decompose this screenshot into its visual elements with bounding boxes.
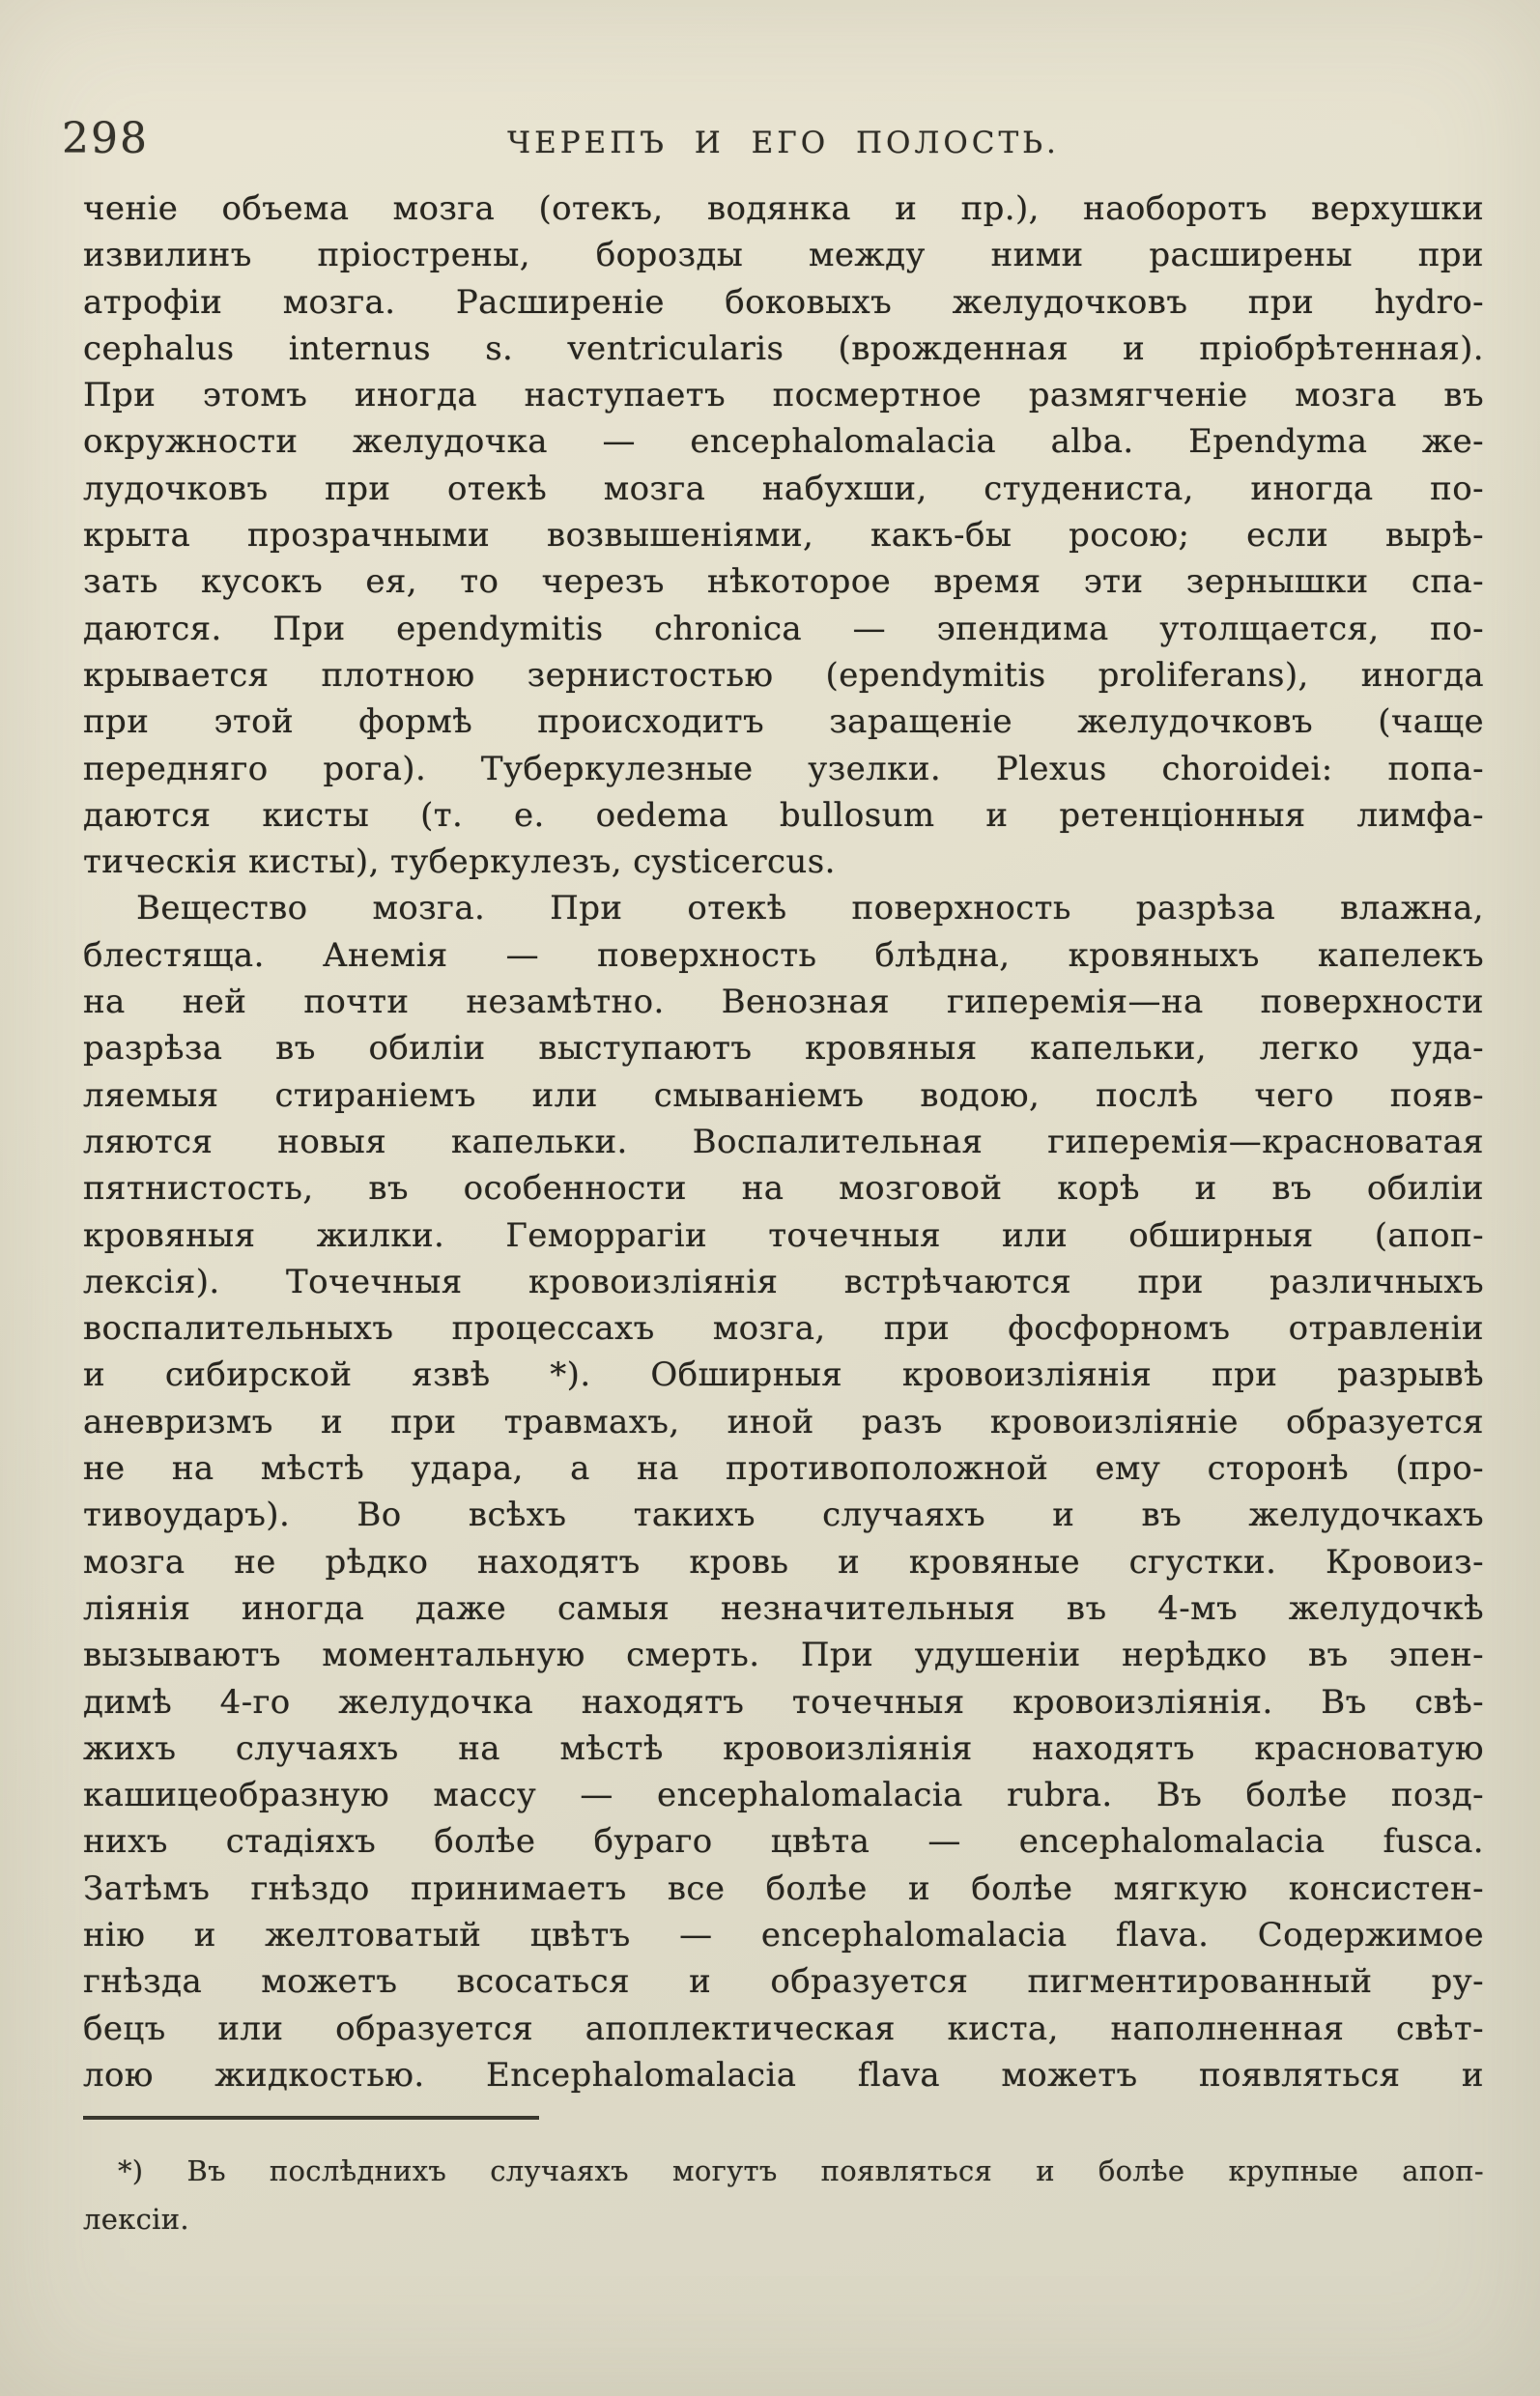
text-line: извилинъ пріострены, борозды между ними расширены при [83, 236, 1484, 275]
text-line: пятнистость, въ особенности на мозговой корѣ и въ обиліи [83, 1169, 1484, 1209]
text-line: лою жидкостью. Encephalomalacia flava можетъ появляться и [83, 2055, 1484, 2095]
footnote-separator-rule [83, 2116, 539, 2120]
text-line: атрофіи мозга. Расширеніе боковыхъ желудочковъ при hydro- [83, 282, 1484, 322]
text-line: на ней почти незамѣтно. Венозная гиперемія—на поверхности [83, 983, 1484, 1022]
text-line: воспалительныхъ процессахъ мозга, при фосфорномъ отравленіи [83, 1309, 1484, 1349]
text-line: вызываютъ моментальную смерть. При удушеніи нерѣдко въ эпен- [83, 1636, 1484, 1675]
text-line: нихъ стадіяхъ болѣе бураго цвѣта — encephalomalacia fusca. [83, 1822, 1484, 1862]
text-line: кровяныя жилки. Геморрагіи точечныя или обширныя (апоп- [83, 1215, 1484, 1255]
text-line: ляются новыя капельки. Воспалительная гиперемія—красноватая [83, 1122, 1484, 1161]
text-line: гнѣзда можетъ всосаться и образуется пигментированный ру- [83, 1962, 1484, 2002]
text-line: тивоударъ). Во всѣхъ такихъ случаяхъ и въ желудочкахъ [83, 1496, 1484, 1535]
text-line: нію и желтоватый цвѣтъ — encephalomalacia flava. Содержимое [83, 1915, 1484, 1954]
text-line: димѣ 4-го желудочка находятъ точечныя кровоизліянія. Въ свѣ- [83, 1682, 1484, 1722]
text-line: cephalus internus s. ventricularis (врожденная и пріобрѣтенная). [83, 328, 1484, 368]
text-line: Затѣмъ гнѣздо принимаетъ все болѣе и болѣе мягкую консистен- [83, 1868, 1484, 1908]
text-line: ченіе объема мозга (отекъ, водянка и пр.), наоборотъ верхушки [83, 189, 1484, 228]
text-line: окружности желудочка — encephalomalacia alba. Ependyma же- [83, 422, 1484, 462]
text-line: лексія). Точечныя кровоизліянія встрѣчаются при различныхъ [83, 1262, 1484, 1301]
text-line: мозга не рѣдко находятъ кровь и кровяные сгустки. Кровоиз- [83, 1542, 1484, 1582]
footnote [83, 2147, 1484, 2243]
text-line: и сибирской язвѣ *). Обширныя кровоизліянія при разрывѣ [83, 1355, 1484, 1395]
text-line: ляемыя стираніемъ или смываніемъ водою, послѣ чего появ- [83, 1075, 1484, 1115]
text-line: кашицеобразную массу — encephalomalacia rubra. Въ болѣе позд- [83, 1776, 1484, 1815]
text-line: при этой формѣ происходитъ заращеніе желудочковъ (чаще [83, 702, 1484, 742]
text-line: даются кисты (т. е. oedema bullosum и ретенціонныя лимфа- [83, 795, 1484, 835]
text-line: блестяща. Анемія — поверхность блѣдна, кровяныхъ капелекъ [83, 935, 1484, 975]
text-line: тическія кисты), туберкулезъ, cysticercus. [83, 842, 836, 882]
footnote-line: лексіи. [83, 2203, 189, 2236]
text-line: Вещество мозга. При отекѣ поверхность разрѣза влажна, [136, 889, 1484, 928]
text-line: не на мѣстѣ удара, а на противоположной ему сторонѣ (про- [83, 1449, 1484, 1489]
text-line: разрѣза въ обиліи выступаютъ кровяныя капельки, легко уда- [83, 1029, 1484, 1069]
page-number: 298 [62, 114, 149, 163]
running-title: ЧЕРЕПЪ И ЕГО ПОЛОСТЬ. [507, 126, 1060, 160]
body-text [83, 185, 1484, 2098]
text-line: бецъ или образуется апоплектическая киста, наполненная свѣт- [83, 2009, 1484, 2048]
text-line: передняго рога). Туберкулезные узелки. Plexus choroidei: попа- [83, 749, 1484, 788]
footnote-line: *) Въ послѣднихъ случаяхъ могутъ появляться и болѣе крупные апоп- [118, 2154, 1484, 2187]
text-line: ліянія иногда даже самыя незначительныя въ 4-мъ желудочкѣ [83, 1588, 1484, 1628]
text-line: лудочковъ при отекѣ мозга набухши, студениста, иногда по- [83, 469, 1484, 508]
text-line: При этомъ иногда наступаетъ посмертное размягченіе мозга въ [83, 376, 1484, 415]
text-line: крыта прозрачными возвышеніями, какъ-бы росою; если вырѣ- [83, 516, 1484, 556]
text-line: жихъ случаяхъ на мѣстѣ кровоизліянія находятъ красноватую [83, 1728, 1484, 1768]
text-line: даются. При ependymitis chronica — эпендима утолщается, по- [83, 609, 1484, 648]
text-line: зать кусокъ ея, то черезъ нѣкоторое время эти зернышки спа- [83, 562, 1484, 602]
text-line: аневризмъ и при травмахъ, иной разъ кровоизліяніе образуется [83, 1402, 1484, 1441]
text-line: крывается плотною зернистостью (ependymitis proliferans), иногда [83, 655, 1484, 695]
